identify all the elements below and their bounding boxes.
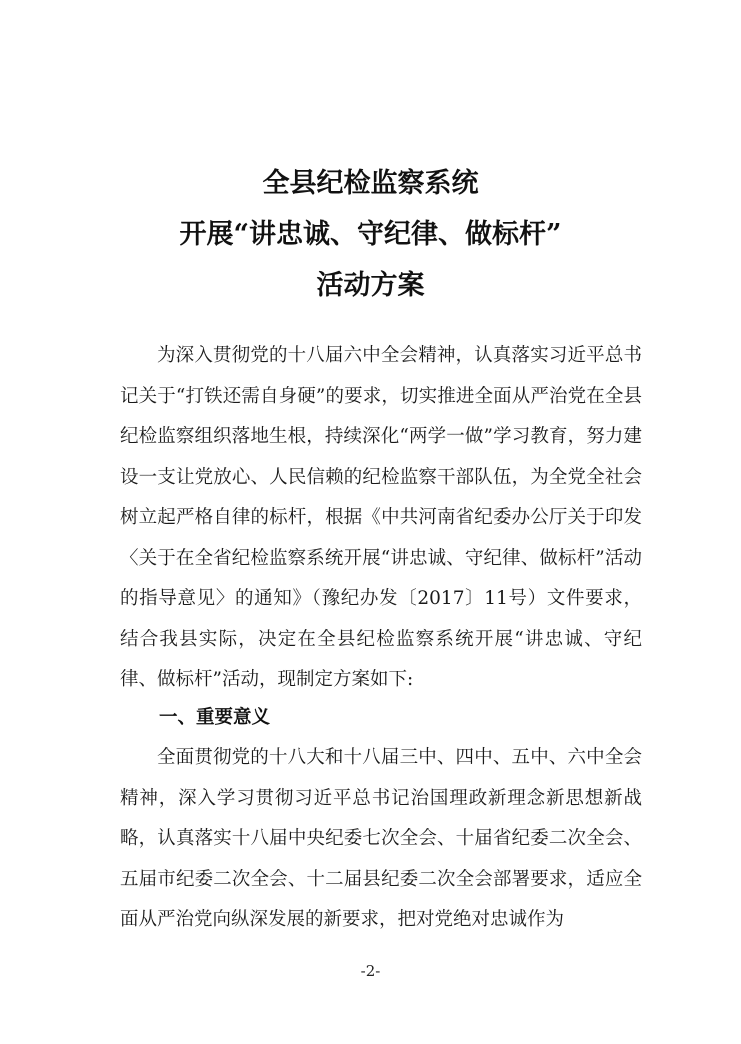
intro-paragraph: 为深入贯彻党的十八届六中全会精神，认真落实习近平总书记关于“打铁还需自身硬”的要求，切实推进全面从严治党在全县纪检监察组织落地生根，持续深化“两学一做”学习教育，努力建设一支让党放心、人民信赖的纪检监察干部队伍，为全党全社会树立起严格自律的标杆，根据《中共河南省纪委办公厅关于印发〈关于在全省纪检监察系统开展“讲忠诚、守纪律、做标杆”活动的指导意见〉的通知》（豫纪办发〔2017〕11号）文件要求，结合我县实际，决定在全县纪检监察系统开展“讲忠诚、守纪律、做标杆”活动，现制定方案如下:: [120, 345, 642, 690]
title-line-3: 活动方案: [316, 270, 425, 301]
title-line-2: 开展“讲忠诚、守纪律、做标杆”: [179, 219, 562, 250]
section-heading-importance: 一、重要意义: [159, 707, 271, 728]
section-1-paragraph: 全面贯彻党的十八大和十八届三中、四中、五中、六中全会精神，深入学习贯彻习近平总书记治国理政新理念新思想新战略，认真落实十八届中央纪委七次全会、十届省纪委二次全会、五届市纪委二次全会、十二届县纪委二次全会部署要求，适应全面从严治党向纵深发展的新要求，把对党绝对忠诚作为: [120, 747, 642, 930]
document-title: [0, 158, 741, 311]
title-line-1: 全县纪检监察系统: [262, 168, 479, 199]
page-number: -2-: [360, 962, 381, 980]
